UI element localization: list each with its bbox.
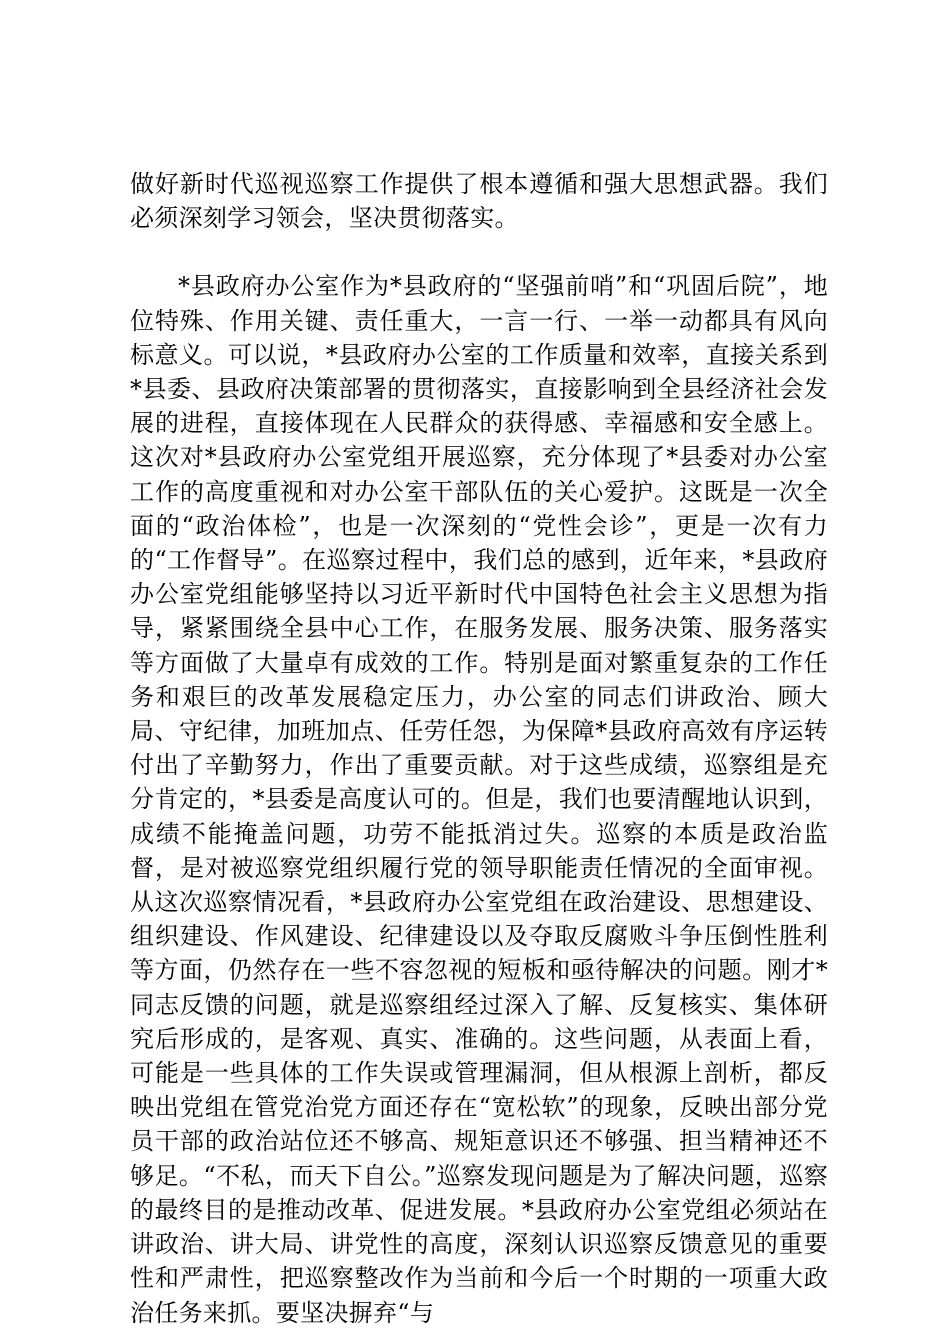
paragraph-main: *县政府办公室作为*县政府的“坚强前哨”和“巩固后院”，地位特殊、作用关键、责任重大，一言一行、一举一动都具有风向标意义。可以说，*县政府办公室的工作质量和效率，直接关系到*县委、县政府决策部署的贯彻落实，直接影响到全县经济社会发展的进程，直接体现在人民群众的获得感、幸福感和安全感上。这次对*县政府办公室党组开展巡察，充分体现了*县委对办公室工作的高度重视和对办公室干部队伍的关心爱护。这既是一次全面的“政治体检”，也是一次深刻的“党性会诊”，更是一次有力的“工作督导”。在巡察过程中，我们总的感到，近年来，*县政府办公室党组能够坚持以习近平新时代中国特色社会主义思想为指导，紧紧围绕全县中心工作，在服务发展、服务决策、服务落实等方面做了大量卓有成效的工作。特别是面对繁重复杂的工作任务和艰巨的改革发展稳定压力，办公室的同志们讲政治、顾大局、守纪律，加班加点、任劳任怨，为保障*县政府高效有序运转付出了辛勤努力，作出了重要贡献。对于这些成绩，巡察组是充分肯定的，*县委是高度认可的。但是，我们也要清醒地认识到，成绩不能掩盖问题，功劳不能抵消过失。巡察的本质是政治监督，是对被巡察党组织履行党的领导职能责任情况的全面审视。从这次巡察情况看，*县政府办公室党组在政治建设、思想建设、组织建设、作风建设、纪律建设以及夺取反腐败斗争压倒性胜利等方面，仍然存在一些不容忽视的短板和亟待解决的问题。刚才*同志反馈的问题，就是巡察组经过深入了解、反复核实、集体研究后形成的，是客观、真实、准确的。这些问题，从表面上看，可能是一些具体的工作失误或管理漏洞，但从根源上剖析，都反映出党组在管党治党方面还存在“宽松软”的现象，反映出部分党员干部的政治站位还不够高、规矩意识还不够强、担当精神还不够足。“不私，而天下自公。”巡察发现问题是为了解决问题，巡察的最终目的是推动改革、促进发展。*县政府办公室党组必须站在讲政治、讲大局、讲党性的高度，深刻认识巡察反馈意见的重要性和严肃性，把巡察整改作为当前和今后一个时期的一项重大政治任务来抓。要坚决摒弃“与 (130, 272, 828, 1327)
document-body (130, 167, 828, 1330)
paragraph-continuation: 做好新时代巡视巡察工作提供了根本遵循和强大思想武器。我们必须深刻学习领会，坚决贯彻落实。 (130, 170, 828, 233)
